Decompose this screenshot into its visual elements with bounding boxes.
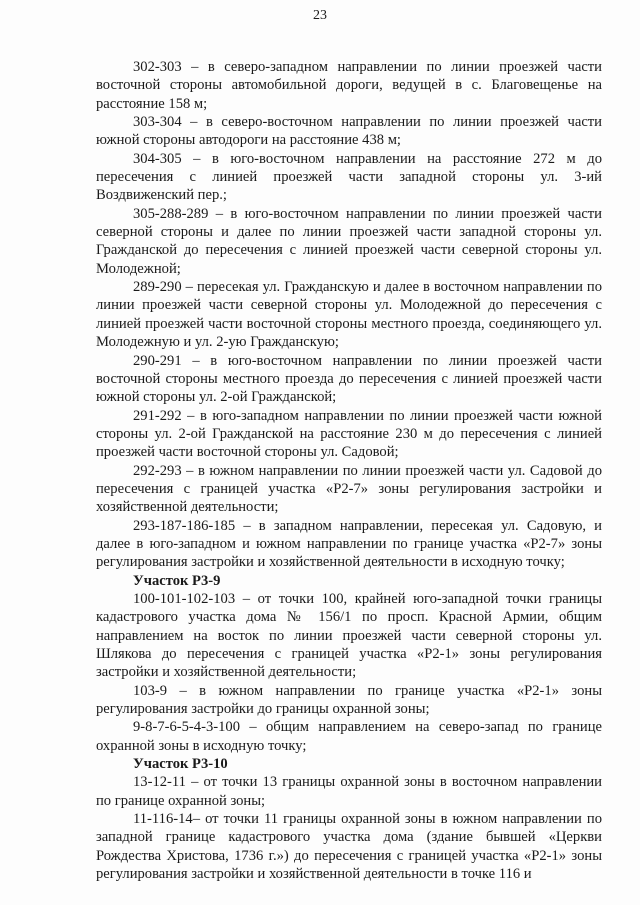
paragraph: 305-288-289 – в юго-восточном направлении по линии проезжей части северной стороны и далее по линии проезжей части западной стороны ул. Гражданской до пересечения с линией проезжей части северной стороны ул. Молодежной; bbox=[96, 205, 602, 277]
section-heading-r3-9: Участок Р3-9 bbox=[133, 572, 221, 589]
paragraph: 291-292 – в юго-западном направлении по линии проезжей части южной стороны ул. 2-ой Гражданской на расстояние 230 м до пересечения с линией проезжей части восточной стороны ул. Садовой; bbox=[96, 407, 602, 461]
paragraph: 303-304 – в северо-восточном направлении по линии проезжей части южной стороны автодороги на расстояние 438 м; bbox=[96, 114, 602, 149]
paragraph: 292-293 – в южном направлении по линии проезжей части ул. Садовой до пересечения с границей участка «Р2-7» зоны регулирования застройки и хозяйственной деятельности; bbox=[96, 462, 602, 516]
page-number: 23 bbox=[313, 8, 327, 23]
section-heading-r3-10: Участок Р3-10 bbox=[133, 756, 228, 773]
paragraph: 103-9 – в южном направлении по границе участка «Р2-1» зоны регулирования застройки до границы охранной зоны; bbox=[96, 682, 602, 718]
paragraph: 302-303 – в северо-западном направлении по линии проезжей части восточной стороны автомобильной дороги, ведущей в с. Благовещенье на расстояние 158 м; bbox=[96, 59, 602, 112]
document-body bbox=[96, 58, 602, 883]
paragraph: 290-291 – в юго-восточном направлении по линии проезжей части восточной стороны местного проезда до пересечения с линией проезжей части южной стороны ул. 2-ой Гражданской; bbox=[96, 352, 602, 406]
paragraph: 100-101-102-103 – от точки 100, крайней юго-западной точки границы кадастрового участка дома № 156/1 по просп. Красной Армии, общим направлением на восток по линии проезжей части северной стороны ул. Шлякова до пересечения с границей участка «Р2-1» зоны регулирования застройки и хозяйственной деятельности; bbox=[96, 590, 602, 681]
paragraph: 13-12-11 – от точки 13 границы охранной зоны в восточном направлении по границе охранной зоны; bbox=[96, 774, 602, 809]
paragraph: 293-187-186-185 – в западном направлении, пересекая ул. Садовую, и далее в юго-западном и южном направлении по границе участка «Р2-7» зоны регулирования застройки и хозяйственной деятельности в исходную точку; bbox=[96, 517, 602, 571]
paragraph: 11-116-14– от точки 11 границы охранной зоны в южном направлении по западной границе кадастрового участка дома (здание бывшей «Церкви Рождества Христова, 1736 г.») до пересечения с границей участка «Р2-1» зоны регулирования застройки и хозяйственной деятельности в точке 116 и bbox=[96, 811, 602, 883]
paragraph: 289-290 – пересекая ул. Гражданскую и далее в восточном направлении по линии проезжей части северной стороны ул. Молодежной до пересечения с линией проезжей части восточной стороны местного проезда, соединяющего ул. Молодежную и ул. 2-ую Гражданскую; bbox=[96, 279, 602, 351]
paragraph: 9-8-7-6-5-4-3-100 – общим направлением на северо-запад по границе охранной зоны в исходную точку; bbox=[96, 719, 602, 754]
paragraph: 304-305 – в юго-восточном направлении на расстояние 272 м до пересечения с линией проезжей части западной стороны ул. 3-ий Воздвиженский пер.; bbox=[96, 150, 602, 204]
